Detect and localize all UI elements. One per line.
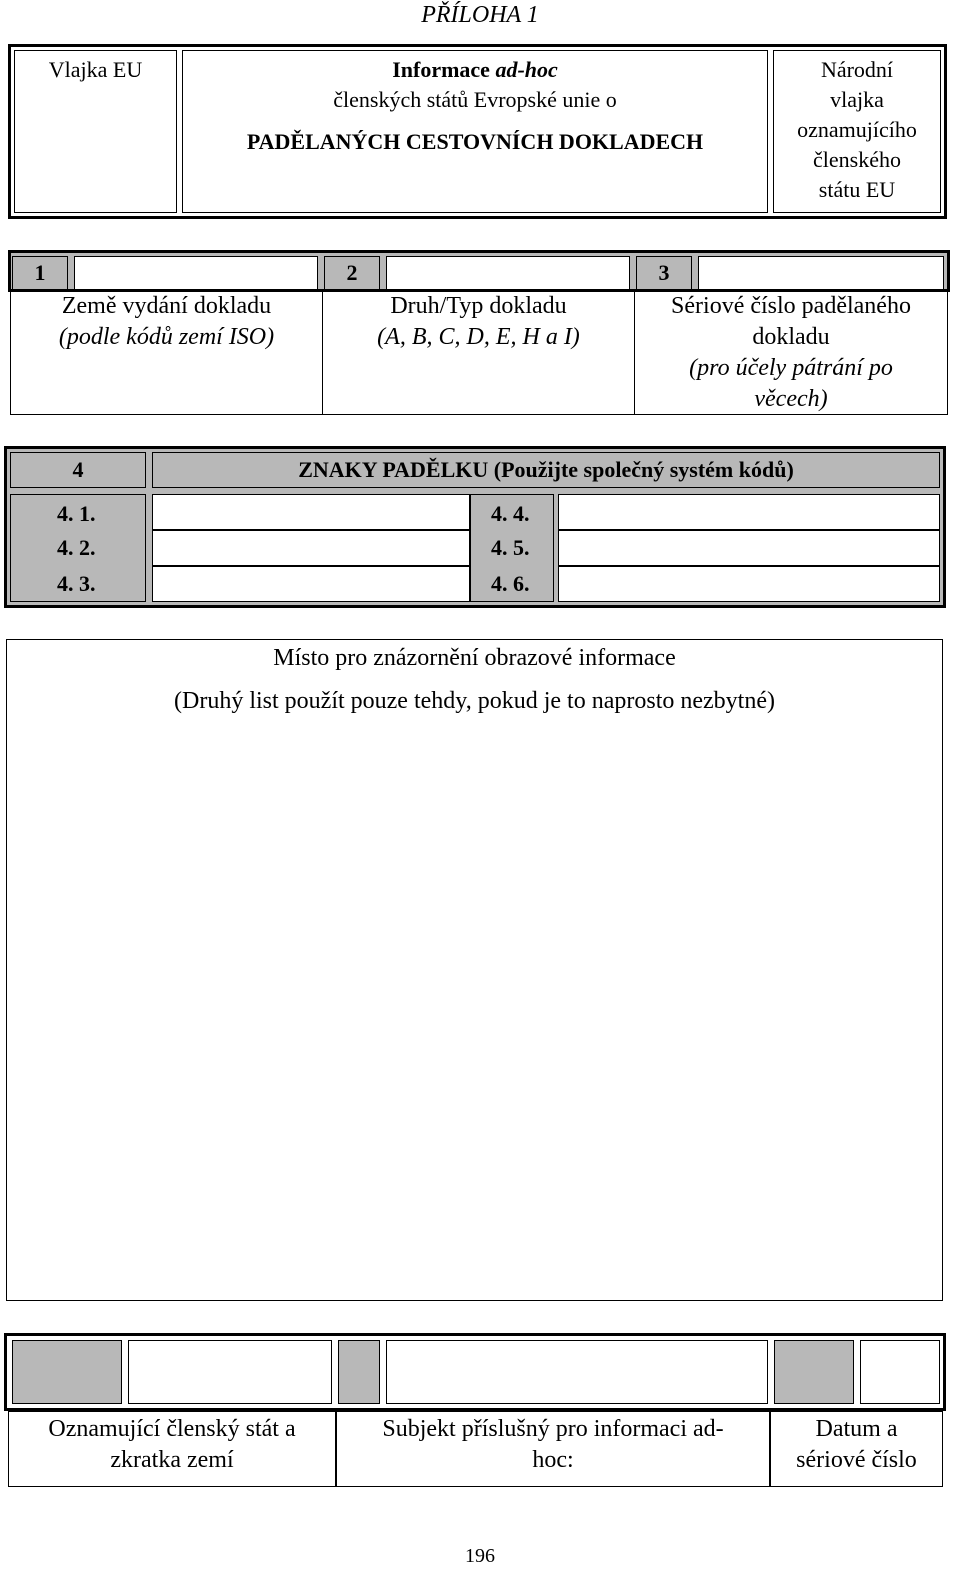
field-3-caption [634,290,948,415]
national-flag-line: vlajka [830,87,884,112]
sign-4-4-input[interactable] [558,494,940,530]
national-flag-line: členského [813,147,901,172]
sign-4-5-label: 4. 5. [491,535,530,560]
footer-3-line: Datum a [815,1416,898,1442]
sign-4-5-input[interactable] [558,530,940,566]
image-area-note: (Druhý list použít pouze tehdy, pokud je to naprosto nezbytné) [174,688,775,714]
page-number: 196 [465,1545,495,1567]
header-title-line2: členských států Evropské unie o [333,87,617,112]
national-flag-line: oznamujícího [797,117,917,142]
footer-3-caption [770,1411,943,1487]
sign-4-1-label: 4. 1. [57,501,96,526]
header-title-box [182,50,768,213]
field-1-input[interactable] [74,256,318,290]
header-title-line1 [183,55,767,85]
sign-4-6-input[interactable] [558,566,940,602]
footer-2-input[interactable] [386,1340,768,1404]
field-1-hint: (podle kódů zemí ISO) [58,324,275,350]
sign-4-3-input[interactable] [152,566,470,602]
sign-4-2-input[interactable] [152,530,470,566]
national-flag-box [773,50,941,213]
footer-3-code [774,1340,854,1404]
field-1-number: 1 [12,256,68,290]
footer-1-input[interactable] [128,1340,332,1404]
annex-title: PŘÍLOHA 1 [421,2,539,28]
field-3-input[interactable] [698,256,944,290]
section4-number: 4 [10,452,146,488]
field-2-number: 2 [324,256,380,290]
section4-heading: ZNAKY PADĚLKU (Použijte společný systém kódů) [152,452,940,488]
sign-4-4-label: 4. 4. [491,501,530,526]
field-2-hint: (A, B, C, D, E, H a I) [377,324,580,350]
footer-2-line: hoc: [532,1447,574,1473]
field-3-label: Sériové číslo padělaného [671,293,911,319]
footer-1-line: zkratka zemí [110,1447,234,1473]
footer-3-line: sériové číslo [796,1447,917,1473]
field-2-caption [322,290,635,415]
field-3-hint: (pro účely pátrání po [689,355,893,381]
sign-4-6-label: 4. 6. [491,571,530,596]
footer-3-input[interactable] [860,1340,940,1404]
footer-1-code [12,1340,122,1404]
field-1-caption [10,290,323,415]
image-area-title: Místo pro znázornění obrazové informace [273,645,676,671]
national-flag-line: státu EU [818,177,896,202]
header-title-bold: Informace [392,57,496,82]
footer-1-caption [8,1411,336,1487]
national-flag-line: Národní [820,57,894,82]
footer-1-line: Oznamující členský stát a [48,1416,296,1442]
field-3-number: 3 [636,256,692,290]
footer-2-code [338,1340,380,1404]
sign-4-3-label: 4. 3. [57,571,96,596]
header-title-line3: PADĚLANÝCH CESTOVNÍCH DOKLADECH [246,129,704,154]
field-1-label: Země vydání dokladu [61,293,272,319]
field-2-label: Druh/Typ dokladu [390,293,567,319]
sign-4-2-label: 4. 2. [57,535,96,560]
sign-4-1-input[interactable] [152,494,470,530]
footer-2-caption [336,1411,770,1487]
header-title-italic: ad-hoc [495,57,558,82]
image-area[interactable] [6,639,943,1301]
field-3-hint-cont: věcech) [754,386,828,412]
eu-flag-box [14,50,177,213]
footer-2-line: Subjekt příslušný pro informaci ad- [382,1416,724,1442]
field-3-label-cont: dokladu [752,324,830,350]
field-2-input[interactable] [386,256,630,290]
eu-flag-label: Vlajka EU [48,57,143,82]
